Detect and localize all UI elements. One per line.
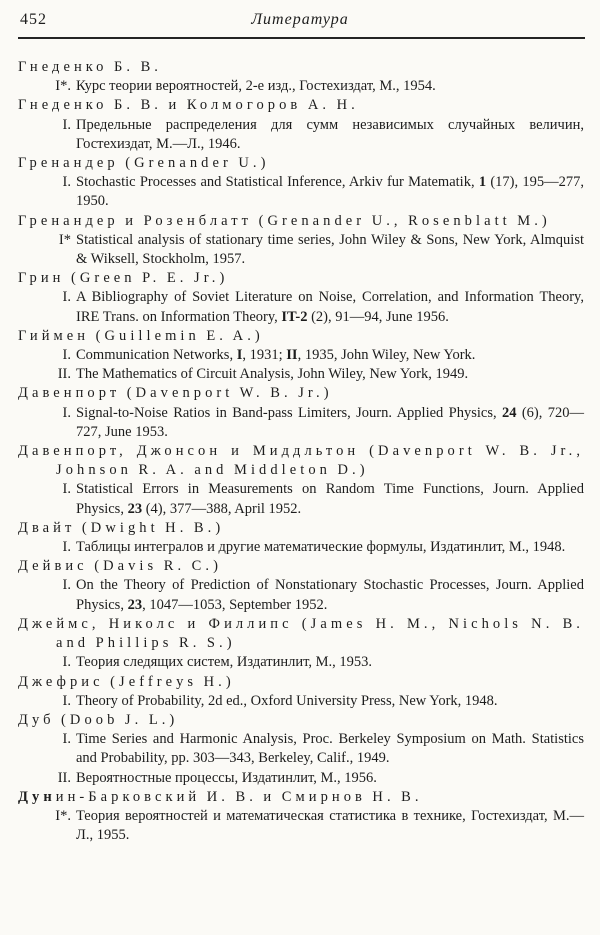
- bibliography-entry: [18, 557, 584, 615]
- bibliography-entry: [18, 519, 584, 557]
- bibliography-entry: [18, 442, 584, 519]
- running-header: [0, 0, 600, 44]
- bibliography-list: [18, 58, 584, 845]
- entry-reference: I. Time Series and Harmonic Analysis, Proc. Berkeley Symposium on Math. Statistics and Probability, pp. 303—343, Berkeley, Calif., 1949.: [18, 730, 584, 768]
- entry-reference: II. Вероятностные процессы, Издатинлит, М., 1956.: [18, 769, 584, 788]
- entry-author: Гнеденко Б. В. и Колмогоров А. Н.: [18, 97, 359, 114]
- reference-number: I.: [62, 654, 71, 671]
- entry-reference: I. Таблицы интегралов и другие математические формулы, Издатинлит, М., 1948.: [18, 538, 584, 557]
- entry-reference: I. A Bibliography of Soviet Literature on Noise, Correlation, and Information Theory, IRE Trans. on Information Theory, IT-2 (2), 91—94, June 1956.: [18, 288, 584, 326]
- entry-reference: I. Signal-to-Noise Ratios in Band-pass Limiters, Journ. Applied Physics, 24 (6), 720—727, June 1953.: [18, 404, 584, 442]
- header-rule: [18, 37, 585, 39]
- bibliography-entry: [18, 96, 584, 154]
- entry-reference: I*. Курс теории вероятностей, 2-е изд., Гостехиздат, М., 1954.: [18, 77, 584, 96]
- bibliography-entry: [18, 711, 584, 788]
- reference-number: II.: [57, 366, 71, 383]
- reference-number: I.: [62, 481, 71, 498]
- entry-reference: I. Stochastic Processes and Statistical Inference, Arkiv fur Matematik, 1 (17), 195—277, 1950.: [18, 173, 584, 211]
- entry-author: Гиймен (Guillemin E. A.): [18, 327, 264, 344]
- entry-author: Гнеденко Б. В.: [18, 59, 162, 75]
- entry-author: Дуб (Doob J. L.): [18, 711, 179, 728]
- bibliography-entry: [18, 154, 584, 212]
- reference-number: I.: [62, 289, 71, 306]
- page-number: 452: [20, 11, 47, 28]
- entry-reference: I. Statistical Errors in Measurements on Random Time Functions, Journ. Applied Physics, 23 (4), 377—388, April 1952.: [18, 480, 584, 518]
- running-title: Литература: [251, 11, 349, 28]
- entry-author: Дунин-Барковский И. В. и Смирнов Н. В.: [18, 788, 423, 805]
- entry-reference: I. Communication Networks, I, 1931; II, 1935, John Wiley, New York.: [18, 346, 584, 365]
- entry-author: Давенпорт, Джонсон и Миддльтон (Davenport W. B. Jr., Johnson R. A. and Middleton D.): [18, 443, 584, 479]
- bibliography-entry: [18, 58, 584, 96]
- entry-reference: I. Предельные распределения для сумм независимых случайных величин, Гостехиздат, М.—Л., 1946.: [18, 116, 584, 154]
- entry-reference: I. Theory of Probability, 2d ed., Oxford University Press, New York, 1948.: [18, 692, 584, 711]
- entry-reference: II. The Mathematics of Circuit Analysis, John Wiley, New York, 1949.: [18, 365, 584, 384]
- entry-author: Давенпорт (Davenport W. B. Jr.): [18, 385, 333, 402]
- entry-author: Двайт (Dwight H. B.): [18, 519, 225, 536]
- bibliography-entry: [18, 615, 584, 673]
- entry-reference: I. Теория следящих систем, Издатинлит, М., 1953.: [18, 653, 584, 672]
- reference-number: I.: [62, 174, 71, 191]
- bibliography-entry: [18, 269, 584, 327]
- reference-number: II.: [57, 769, 71, 786]
- entry-author: Дейвис (Davis R. C.): [18, 558, 222, 575]
- reference-number: I.: [62, 116, 71, 133]
- entry-author: Джефрис (Jeffreys H.): [18, 673, 235, 690]
- entry-author: Гренандер (Grenander U.): [18, 155, 270, 172]
- reference-number: I.: [62, 404, 71, 421]
- entry-reference: I. On the Theory of Prediction of Nonstationary Stochastic Processes, Journ. Applied Physics, 23, 1047—1053, September 1952.: [18, 576, 584, 614]
- reference-number: I.: [62, 539, 71, 556]
- entry-author: Грин (Green P. E. Jr.): [18, 270, 229, 287]
- reference-number: I.: [62, 347, 71, 364]
- reference-number: I.: [62, 577, 71, 594]
- reference-number: I.: [62, 731, 71, 748]
- reference-number: I*.: [55, 78, 71, 95]
- bibliography-entry: [18, 212, 584, 270]
- reference-number: I*: [58, 231, 71, 248]
- reference-number: I.: [62, 692, 71, 709]
- bibliography-entry: [18, 788, 584, 846]
- bibliography-entry: [18, 327, 584, 385]
- entry-reference: I* Statistical analysis of stationary time series, John Wiley & Sons, New York, Almquist & Wiksell, Stockholm, 1957.: [18, 231, 584, 269]
- reference-number: I*.: [55, 807, 71, 824]
- entry-reference: I*. Теория вероятностей и математическая статистика в технике, Гостехиздат, М.—Л., 1955.: [18, 807, 584, 845]
- bibliography-entry: [18, 384, 584, 442]
- entry-author: Гренандер и Розенблатт (Grenander U., Rosenblatt M.): [18, 212, 551, 229]
- entry-author: Джеймс, Николс и Филлипс (James H. M., Nichols N. B. and Phillips R. S.): [18, 615, 584, 652]
- bibliography-entry: [18, 673, 584, 711]
